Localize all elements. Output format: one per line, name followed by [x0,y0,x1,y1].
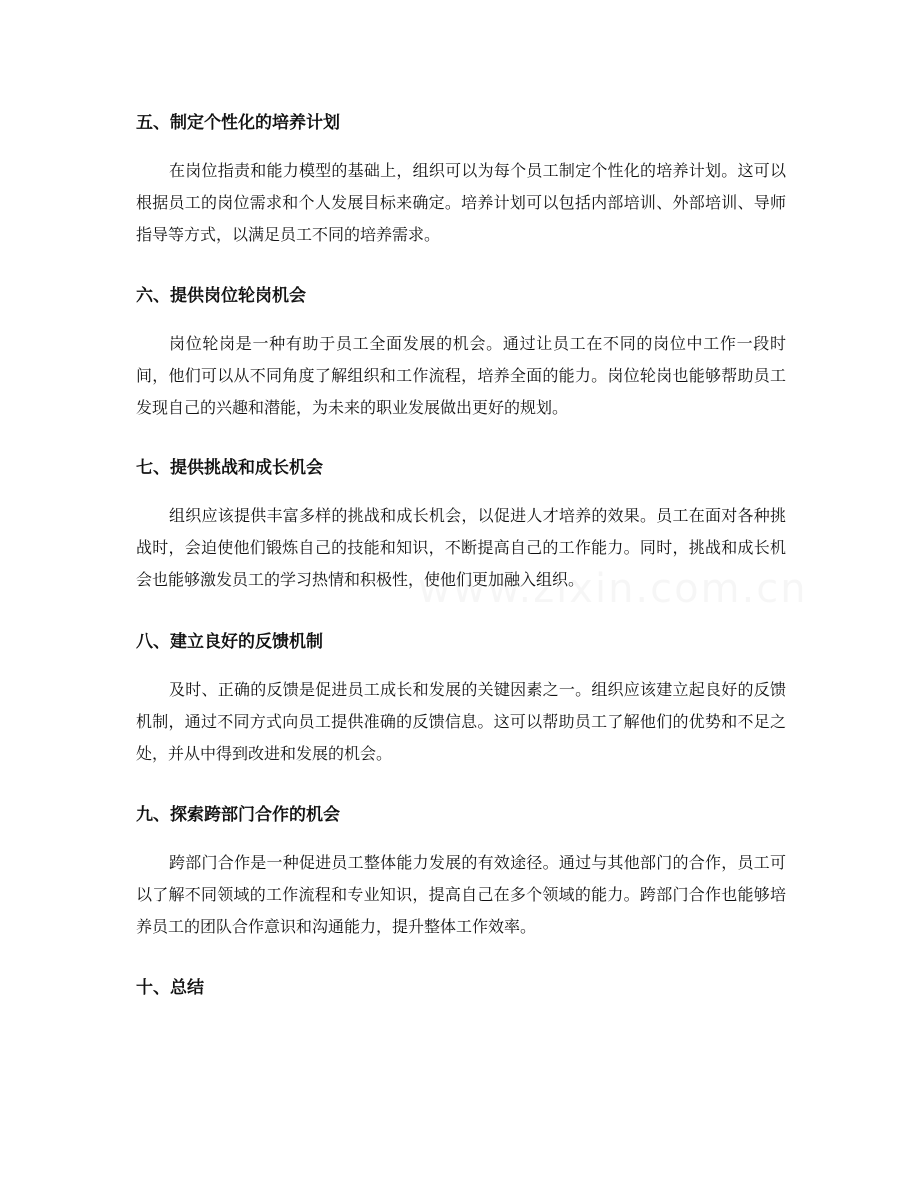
section-7 [136,456,786,596]
section-paragraph: 组织应该提供丰富多样的挑战和成长机会，以促进人才培养的效果。员工在面对各种挑战时，会迫使他们锻炼自己的技能和知识，不断提高自己的工作能力。同时，挑战和成长机会也能够激发员工的学习热情和积极性，使他们更加融入组织。 [136,506,786,589]
section-heading: 十、总结 [136,978,204,998]
section-6 [136,284,786,424]
section-paragraph: 跨部门合作是一种促进员工整体能力发展的有效途径。通过与其他部门的合作，员工可以了解不同领域的工作流程和专业知识，提高自己在多个领域的能力。跨部门合作也能够培养员工的团队合作意识和沟通能力，提升整体工作效率。 [136,853,786,936]
section-paragraph: 岗位轮岗是一种有助于员工全面发展的机会。通过让员工在不同的岗位中工作一段时间，他们可以从不同角度了解组织和工作流程，培养全面的能力。岗位轮岗也能够帮助员工发现自己的兴趣和潜能，为未来的职业发展做出更好的规划。 [136,334,786,417]
section-heading: 七、提供挑战和成长机会 [136,458,323,478]
section-paragraph: 在岗位指责和能力模型的基础上，组织可以为每个员工制定个性化的培养计划。这可以根据员工的岗位需求和个人发展目标来确定。培养计划可以包括内部培训、外部培训、导师指导等方式，以满足员工不同的培养需求。 [136,161,786,244]
section-heading: 九、探索跨部门合作的机会 [136,805,340,825]
section-8 [136,630,786,770]
section-paragraph: 及时、正确的反馈是促进员工成长和发展的关键因素之一。组织应该建立起良好的反馈机制，通过不同方式向员工提供准确的反馈信息。这可以帮助员工了解他们的优势和不足之处，并从中得到改进和发展的机会。 [136,680,786,763]
section-heading: 六、提供岗位轮岗机会 [136,286,306,306]
section-heading: 五、制定个性化的培养计划 [136,113,340,133]
section-5 [136,111,786,251]
section-9 [136,803,786,943]
section-heading: 八、建立良好的反馈机制 [136,632,323,652]
section-10 [136,976,786,1000]
